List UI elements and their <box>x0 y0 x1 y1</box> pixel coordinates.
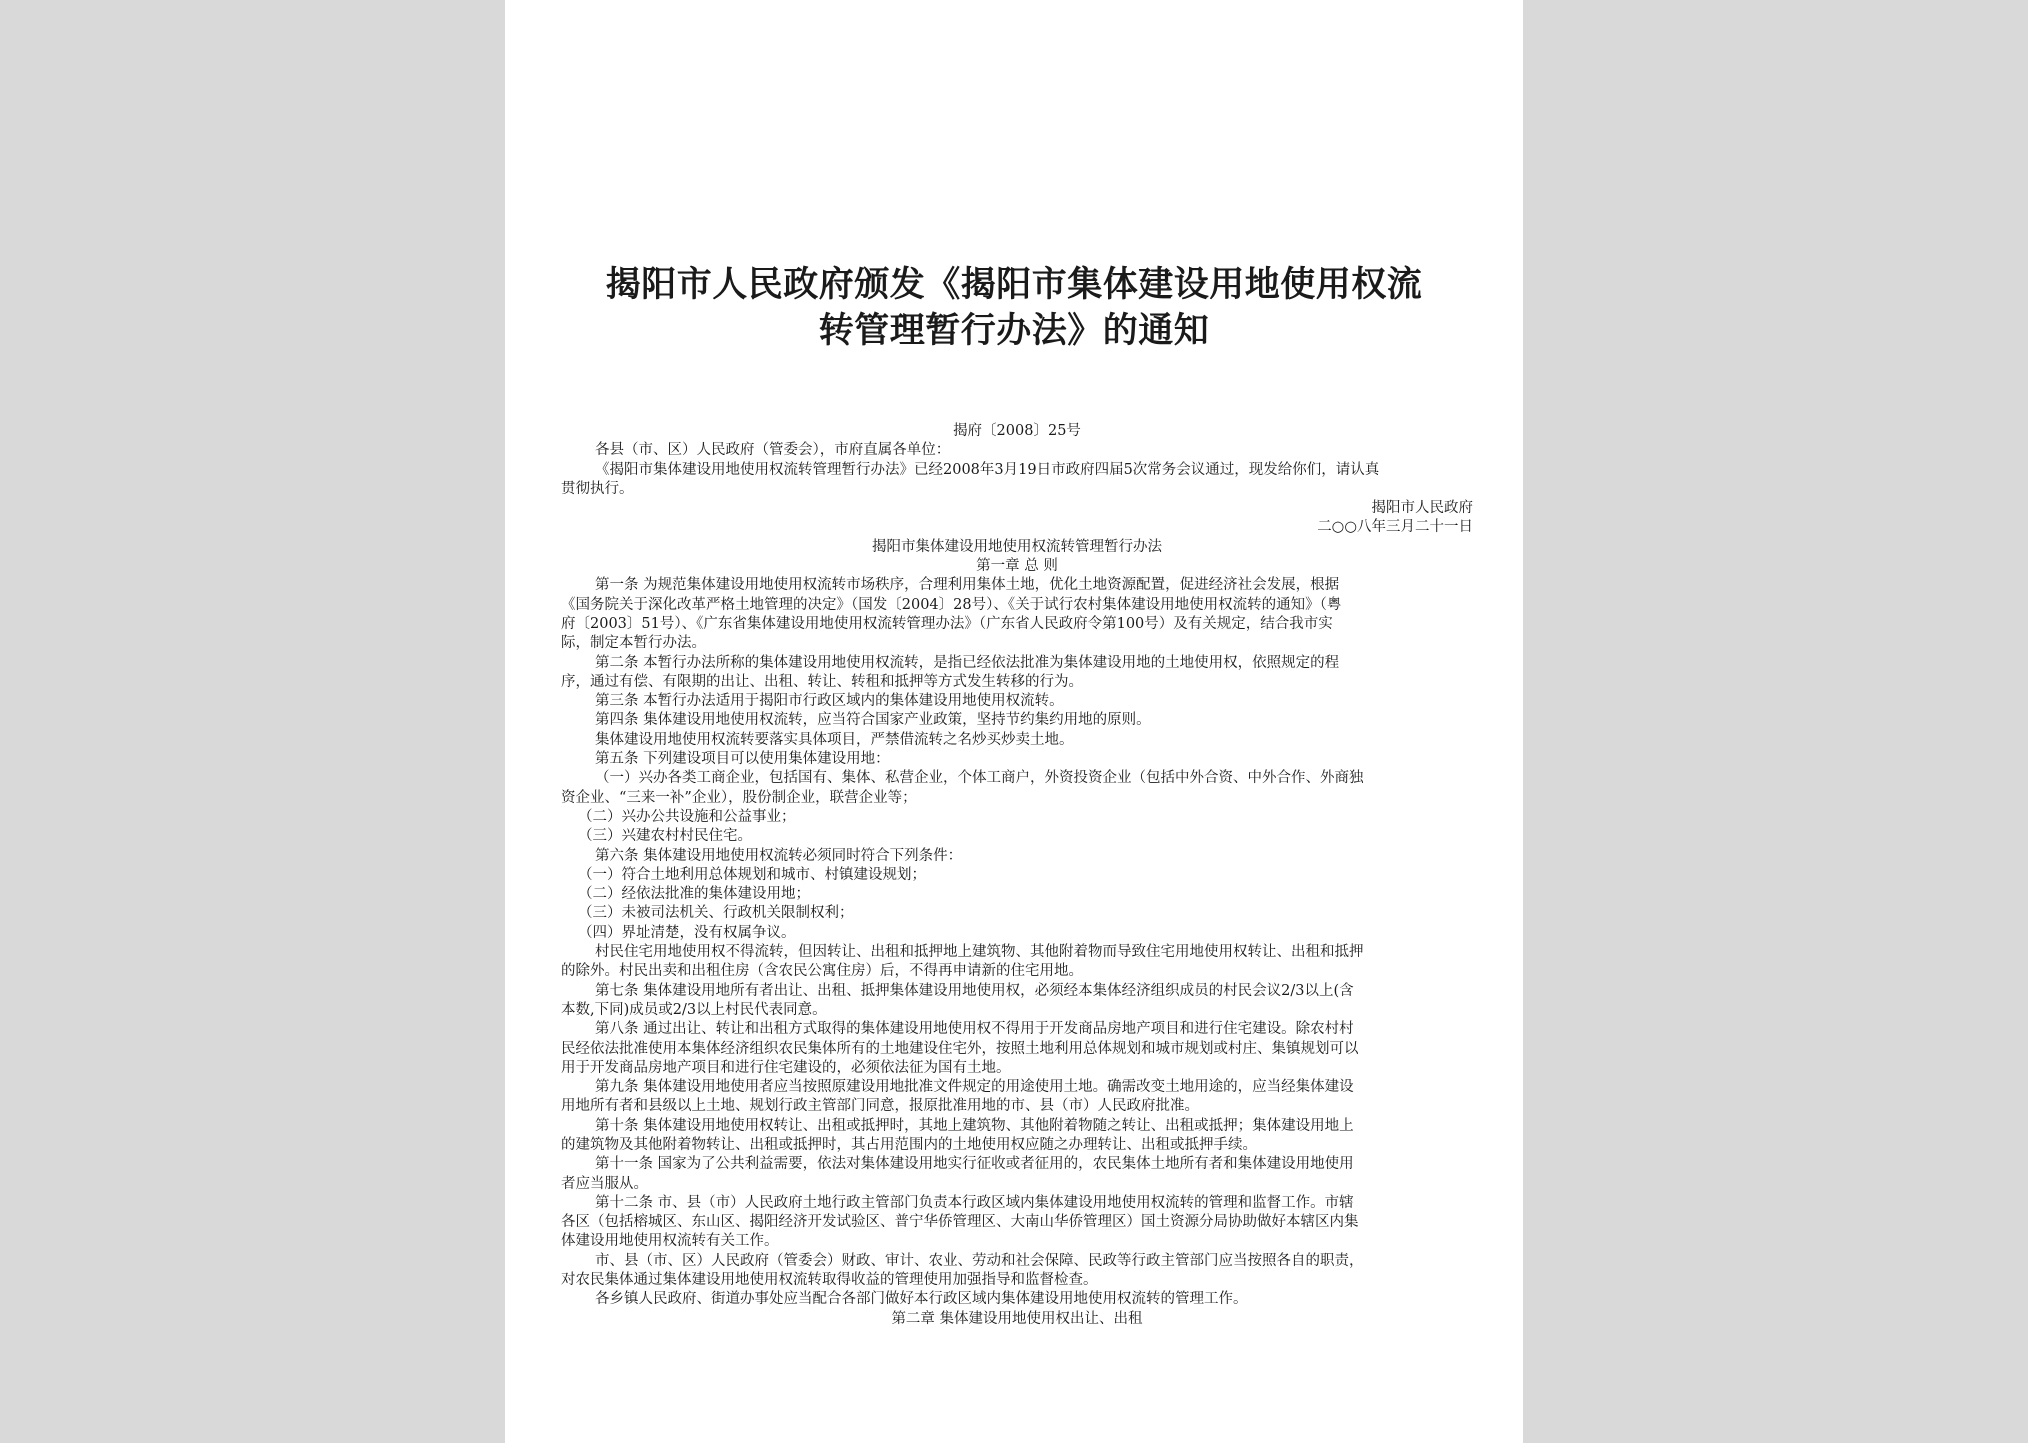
document-title <box>505 262 1523 354</box>
issuer: 揭阳市人民政府 <box>1371 500 1473 517</box>
paragraph-line: 民经依法批准使用本集体经济组织农民集体所有的土地建设住宅外，按照土地利用总体规划和城市规划或村庄、集镇规划可以 <box>561 1040 1359 1057</box>
document-body <box>561 422 1473 1329</box>
chapter-2-heading: 第二章 集体建设用地使用权出让、出租 <box>891 1310 1143 1327</box>
paragraph-line: 用地所有者和县级以上土地、规划行政主管部门同意，报原批准用地的市、县（市）人民政府批准。 <box>561 1098 1199 1115</box>
paragraph-line: 序，通过有偿、有限期的出让、出租、转让、转租和抵押等方式发生转移的行为。 <box>561 673 1083 690</box>
paragraph-line: 者应当服从。 <box>561 1175 648 1192</box>
paragraph-line: 的除外。村民出卖和出租住房（含农民公寓住房）后，不得再申请新的住宅用地。 <box>561 963 1083 980</box>
paragraph-line: 第四条 集体建设用地使用权流转，应当符合国家产业政策，坚持节约集约用地的原则。 <box>595 712 1151 729</box>
paragraph-line: 本数,下同)成员或2/3以上村民代表同意。 <box>561 1001 827 1018</box>
paragraph-line: 第十条 集体建设用地使用权转让、出租或抵押时，其地上建筑物、其他附着物随之转让、出租或抵押；集体建设用地上 <box>595 1117 1354 1134</box>
document-page <box>505 0 1523 1443</box>
paragraph-line: 《国务院关于深化改革严格土地管理的决定》（国发〔2004〕28号）、《关于试行农村集体建设用地使用权流转的通知》（粤 <box>561 596 1342 613</box>
paragraph-line: （二）经依法批准的集体建设用地； <box>578 886 810 903</box>
paragraph-line: 的建筑物及其他附着物转让、出租或抵押时，其占用范围内的土地使用权应随之办理转让、出租或抵押手续。 <box>561 1136 1257 1153</box>
paragraph-line: 第三条 本暂行办法适用于揭阳市行政区域内的集体建设用地使用权流转。 <box>595 693 1064 710</box>
paragraph-line: 体建设用地使用权流转有关工作。 <box>561 1233 779 1250</box>
paragraph-line: 村民住宅用地使用权不得流转，但因转让、出租和抵押地上建筑物、其他附着物而导致住宅用地使用权转让、出租和抵押 <box>595 944 1364 961</box>
measures-title: 揭阳市集体建设用地使用权流转管理暂行办法 <box>872 538 1162 555</box>
paragraph-line: 际，制定本暂行办法。 <box>561 635 706 652</box>
paragraph-line: （一）符合土地利用总体规划和城市、村镇建设规划； <box>578 866 926 883</box>
paragraph-line: 府〔2003〕51号）、《广东省集体建设用地使用权流转管理办法》（广东省人民政府令第100号）及有关规定，结合我市实 <box>561 615 1333 632</box>
paragraph-line: 市、县（市、区）人民政府（管委会）财政、审计、农业、劳动和社会保障、民政等行政主管部门应当按照各自的职责， <box>595 1252 1364 1269</box>
paragraph-line: 对农民集体通过集体建设用地使用权流转取得收益的管理使用加强指导和监督检查。 <box>561 1272 1098 1289</box>
paragraph-line: 第六条 集体建设用地使用权流转必须同时符合下列条件： <box>595 847 963 864</box>
paragraph-line: 第九条 集体建设用地使用者应当按照原建设用地批准文件规定的用途使用土地。确需改变土地用途的，应当经集体建设 <box>595 1079 1354 1096</box>
paragraph-line: 集体建设用地使用权流转要落实具体项目，严禁借流转之名炒买炒卖土地。 <box>595 731 1074 748</box>
paragraph-line: （二）兴办公共设施和公益事业； <box>578 808 796 825</box>
paragraph-line: （一）兴办各类工商企业，包括国有、集体、私营企业，个体工商户，外资投资企业（包括中外合资、中外合作、外商独 <box>595 770 1364 787</box>
paragraph-line: 第五条 下列建设项目可以使用集体建设用地： <box>595 751 890 768</box>
paragraph-line: 第十一条 国家为了公共利益需要，依法对集体建设用地实行征收或者征用的，农民集体土地所有者和集体建设用地使用 <box>595 1156 1354 1173</box>
paragraph-line: 第二条 本暂行办法所称的集体建设用地使用权流转，是指已经依法批准为集体建设用地的土地使用权，依照规定的程 <box>595 654 1340 671</box>
doc-number: 揭府〔2008〕25号 <box>953 423 1081 439</box>
title-line-1: 揭阳市人民政府颁发《揭阳市集体建设用地使用权流 <box>605 264 1423 305</box>
paragraph-line: 第八条 通过出让、转让和出租方式取得的集体建设用地使用权不得用于开发商品房地产项目和进行住宅建设。除农村村 <box>595 1021 1354 1038</box>
paragraph-line: 第十二条 市、县（市）人民政府土地行政主管部门负责本行政区域内集体建设用地使用权流转的管理和监督工作。市辖 <box>595 1194 1354 1211</box>
issue-date: 二○○八年三月二十一日 <box>1317 519 1473 536</box>
paragraph-line: 资企业、“三来一补”企业），股份制企业，联营企业等； <box>561 789 917 806</box>
paragraph-line: 用于开发商品房地产项目和进行住宅建设的，必须依法征为国有土地。 <box>561 1059 1011 1076</box>
paragraph-line: （三）兴建农村村民住宅。 <box>578 828 752 845</box>
paragraph-line: 第七条 集体建设用地所有者出让、出租、抵押集体建设用地使用权，必须经本集体经济组织成员的村民会议2/3以上(含 <box>595 982 1354 999</box>
notice-line-1: 《揭阳市集体建设用地使用权流转管理暂行办法》已经2008年3月19日市政府四届5次常务会议通过，现发给你们，请认真 <box>595 461 1380 478</box>
paragraph-line: 各乡镇人民政府、街道办事处应当配合各部门做好本行政区域内集体建设用地使用权流转的管理工作。 <box>595 1291 1248 1308</box>
paragraph-line: 各区（包括榕城区、东山区、揭阳经济开发试验区、普宁华侨管理区、大南山华侨管理区）国土资源分局协助做好本辖区内集 <box>561 1214 1359 1231</box>
chapter-1-heading: 第一章 总 则 <box>976 558 1058 575</box>
recipients: 各县（市、区）人民政府（管委会），市府直属各单位： <box>595 442 951 459</box>
paragraph-line: 第一条 为规范集体建设用地使用权流转市场秩序，合理利用集体土地，优化土地资源配置，促进经济社会发展，根据 <box>595 577 1340 594</box>
paragraph-line: （三）未被司法机关、行政机关限制权利； <box>578 905 854 922</box>
title-line-2: 转管理暂行办法》的通知 <box>818 310 1210 351</box>
paragraph-line: （四）界址清楚，没有权属争议。 <box>578 924 796 941</box>
notice-line-2: 贯彻执行。 <box>561 480 634 497</box>
